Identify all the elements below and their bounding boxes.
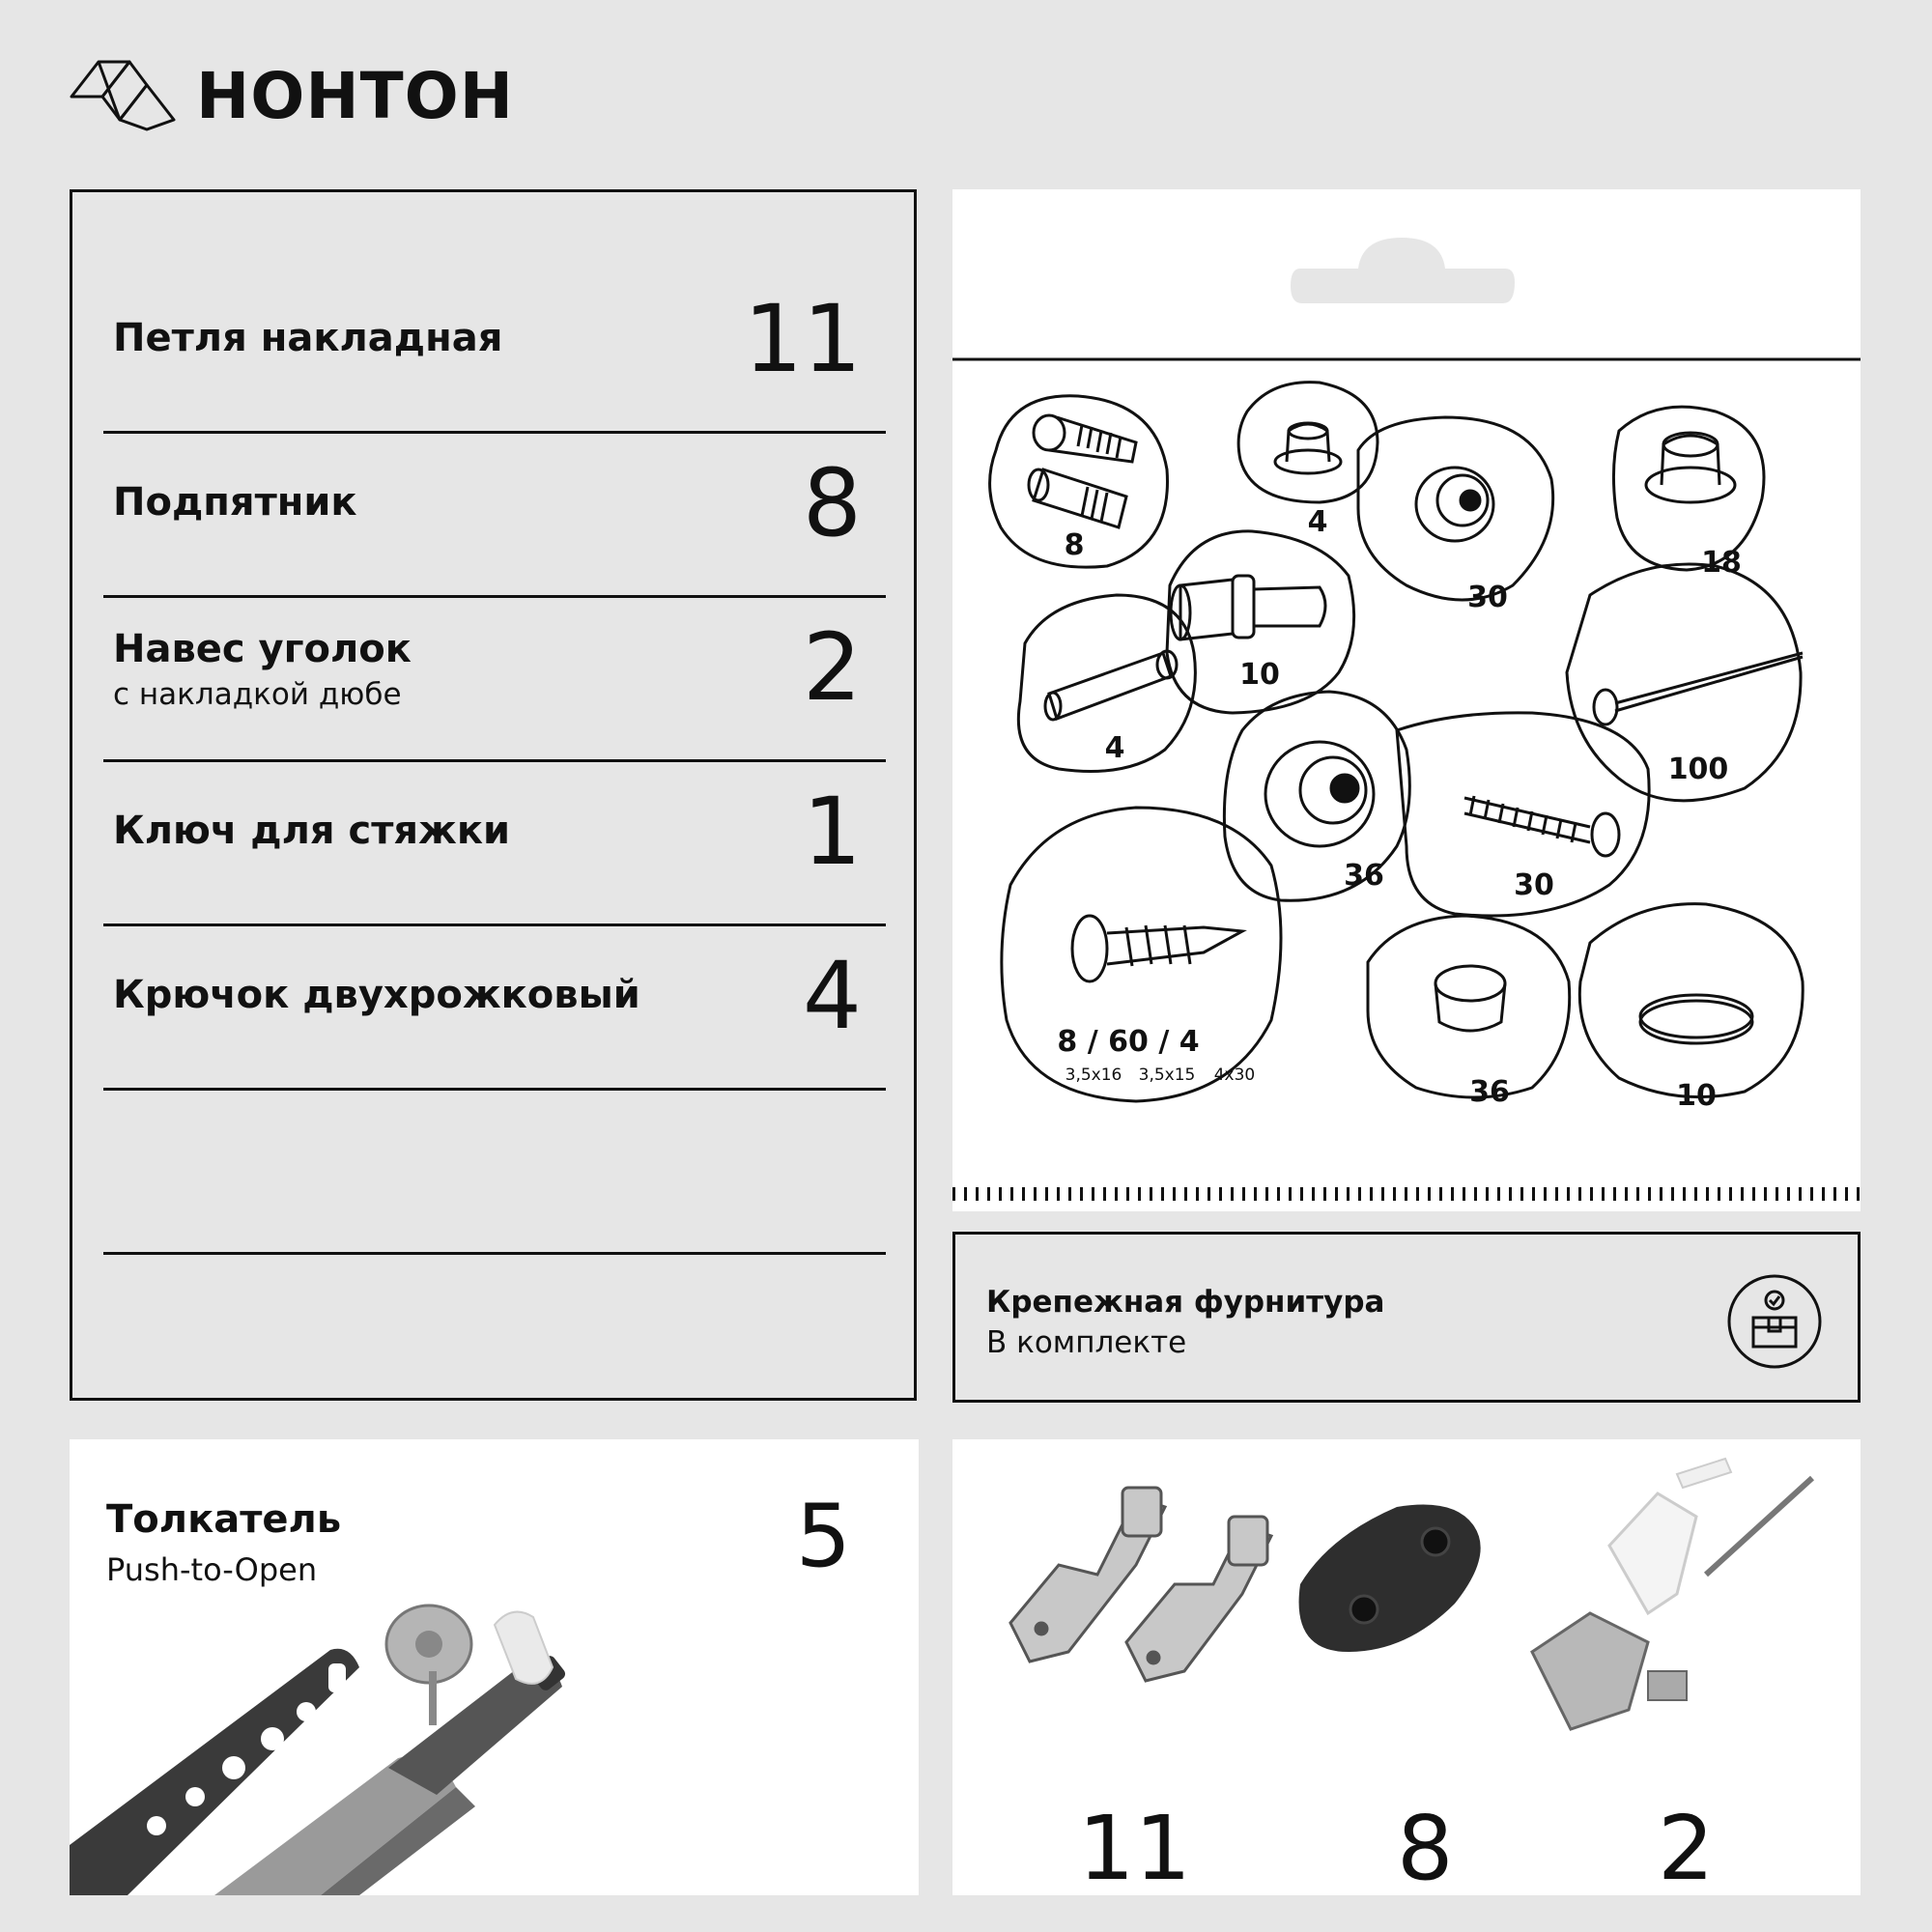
product-qty: 2 bbox=[1658, 1797, 1715, 1895]
product-qty: 11 bbox=[1078, 1797, 1192, 1895]
qty-cam-small: 30 bbox=[1467, 581, 1508, 614]
qty-long-screw: 30 bbox=[1514, 868, 1554, 902]
qty-large-cap: 18 bbox=[1701, 546, 1742, 580]
product-qty: 8 bbox=[1397, 1797, 1454, 1895]
item-subtitle: с накладкой дюбе bbox=[113, 677, 402, 712]
item-qty: 11 bbox=[743, 285, 862, 393]
qty-shelf-pin: 10 bbox=[1239, 658, 1280, 692]
item-name: Ключ для стяжки bbox=[113, 809, 511, 853]
screw-size: 4x30 bbox=[1213, 1065, 1256, 1085]
qty-short-screw: 8 / 60 / 4 bbox=[1057, 1025, 1200, 1059]
push-to-open-panel bbox=[70, 1439, 919, 1895]
corner-hanger-icon bbox=[1532, 1459, 1812, 1729]
box-check-icon bbox=[1726, 1273, 1823, 1370]
fastener-bag-diagram bbox=[952, 189, 1861, 1211]
qty-wood-dowel: 4 bbox=[1104, 731, 1125, 765]
pad-icon bbox=[1299, 1505, 1481, 1653]
screw-size: 3,5x16 bbox=[1065, 1065, 1122, 1085]
qty-confirmat: 8 bbox=[1064, 528, 1085, 562]
push-latch-illustration bbox=[70, 1439, 919, 1895]
item-name: Подпятник bbox=[113, 480, 357, 525]
info-title: Крепежная фурнитура bbox=[986, 1285, 1385, 1320]
list-item bbox=[103, 926, 886, 1091]
qty-nail: 100 bbox=[1667, 753, 1729, 786]
empty-row bbox=[103, 1091, 886, 1255]
qty-disk-cap: 10 bbox=[1676, 1079, 1717, 1113]
fastener-diagram-svg bbox=[952, 189, 1861, 1211]
item-qty: 8 bbox=[802, 449, 862, 557]
item-name: Крючок двухрожковый bbox=[113, 973, 640, 1017]
info-subtitle: В комплекте bbox=[986, 1325, 1187, 1360]
item-qty: 1 bbox=[802, 778, 862, 886]
nonton-logo-icon bbox=[70, 56, 176, 133]
push-subtitle: Push-to-Open bbox=[106, 1551, 318, 1588]
hinge-icon bbox=[1010, 1488, 1271, 1681]
parts-list bbox=[70, 189, 917, 1401]
push-qty: 5 bbox=[795, 1486, 851, 1587]
screw-size: 3,5x15 bbox=[1138, 1065, 1196, 1085]
brand-name: НОНТОН bbox=[196, 59, 514, 133]
list-item bbox=[103, 434, 886, 598]
item-qty: 4 bbox=[802, 942, 862, 1050]
list-item bbox=[103, 270, 886, 434]
list-item bbox=[103, 762, 886, 926]
item-name: Навес уголок bbox=[113, 627, 412, 671]
qty-cam-large: 36 bbox=[1344, 859, 1384, 893]
hanger-hole-icon bbox=[1291, 238, 1515, 303]
products-panel bbox=[952, 1439, 1861, 1895]
included-hardware-box bbox=[952, 1232, 1861, 1403]
qty-eccentric: 36 bbox=[1469, 1075, 1510, 1109]
qty-small-cap: 4 bbox=[1307, 505, 1328, 539]
push-title: Толкатель bbox=[106, 1497, 342, 1542]
item-qty: 2 bbox=[802, 613, 862, 722]
item-name: Петля накладная bbox=[113, 316, 503, 360]
list-item bbox=[103, 598, 886, 762]
